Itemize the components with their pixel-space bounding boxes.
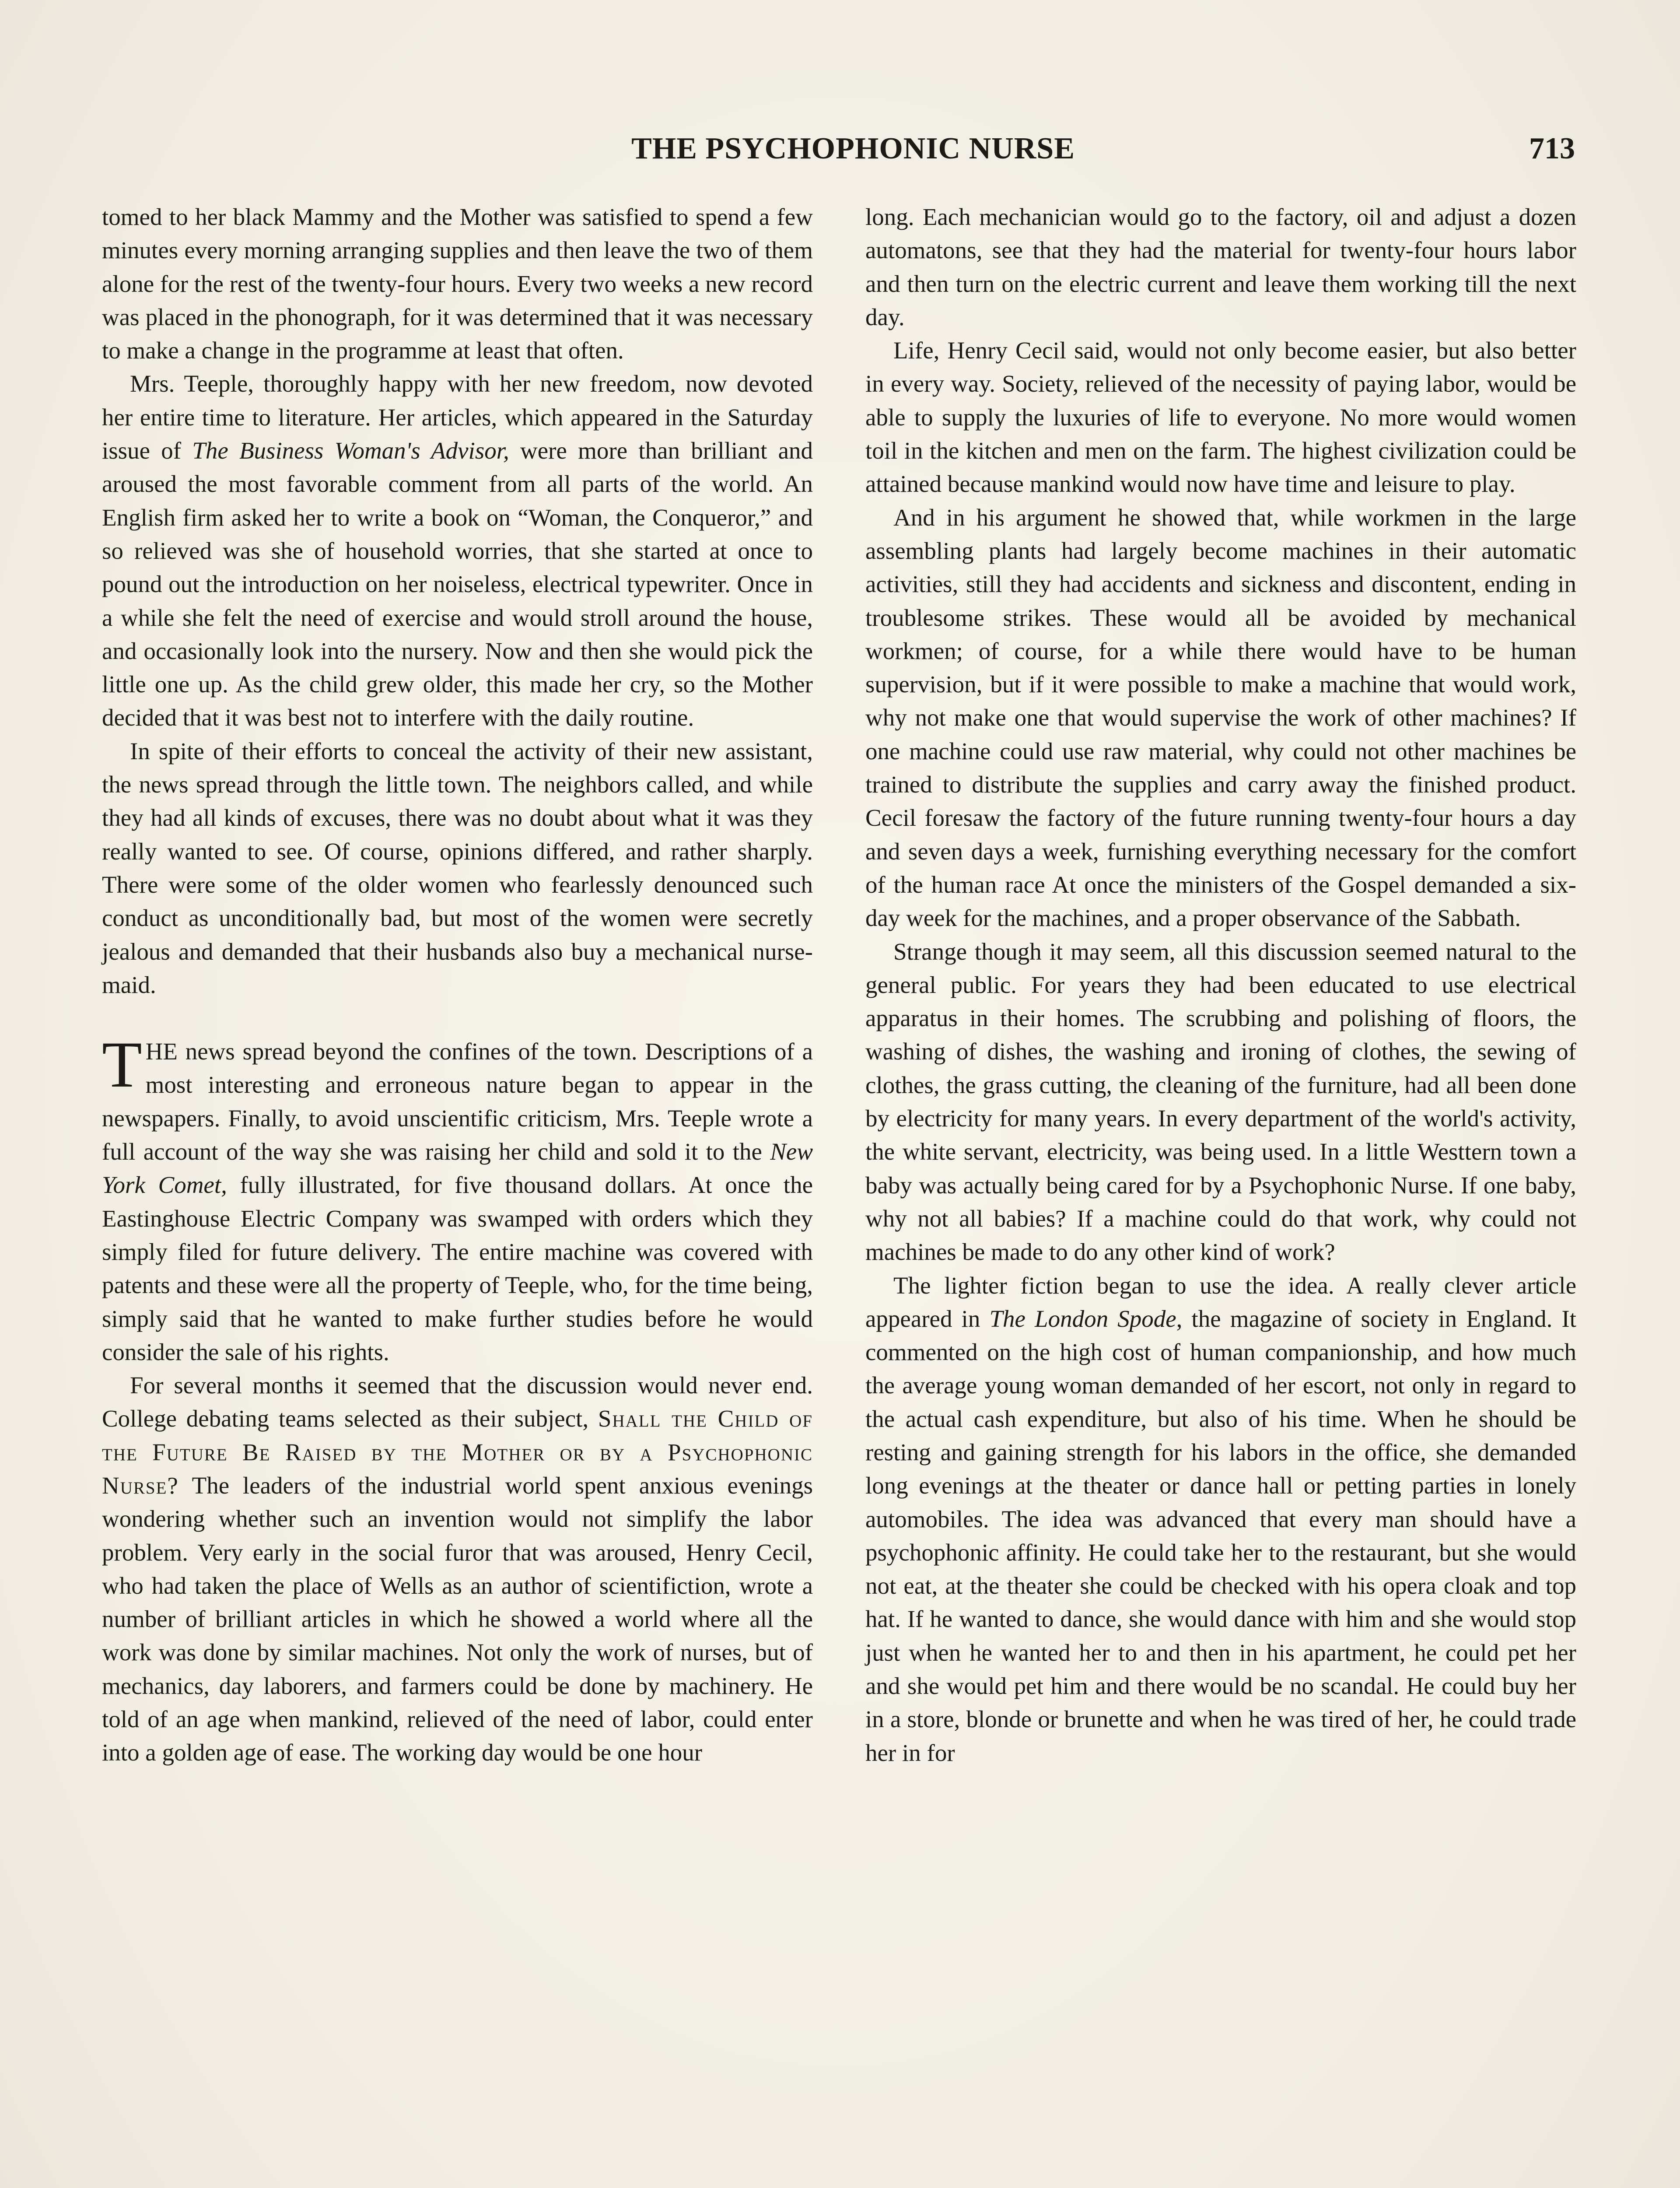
paragraph (102, 735, 813, 1002)
running-title: THE PSYCHOPHONIC NURSE (631, 132, 1075, 165)
publication-title: New York Comet, (102, 1138, 813, 1199)
paragraph-text: In spite of their efforts to conceal the activity of their new assistant, the news spread through the little town. The neighbors called, and while they had all kinds of excuses, there was no doubt about what it was they really wanted to see. Of course, opinions differed, and rather sharply. There were some of the older women who fearlessly denounced such conduct as unconditionally bad, but most of the women were secretly jealous and demanded that their husbands also buy a mechanical nurse-maid. (102, 737, 813, 998)
paragraph-text: Mrs. Teeple, thoroughly happy with her new freedom, now devoted her entire time to literature. Her articles, which appeared in the Saturday issue of (102, 370, 813, 464)
paragraph (865, 501, 1576, 935)
publication-title: The Business Woman's Advisor, (192, 437, 509, 464)
paragraph (102, 1369, 813, 1770)
debate-subject: Shall the Child of the Future Be Raised by the Mother or by a Psychophonic Nurse? (102, 1405, 813, 1499)
paragraph (865, 935, 1576, 1269)
paragraph-text: HE news spread beyond the confines of the town. Descriptions of a most interesting and erroneous nature began to appear in the newspapers. Finally, to avoid unscientific criticism, Mrs. Teeple wrote a full account of the way she was raising her child and sold it to the (102, 1038, 813, 1165)
left-column (102, 200, 813, 1770)
paragraph (865, 1269, 1576, 1770)
paragraph-text: The leaders of the industrial world spent anxious evenings wondering whether such an invention would not simplify the labor problem. Very early in the social furor that was aroused, Henry Cecil, who had taken the place of Wells as an author of scientifiction, wrote a number of brilliant articles in which he showed a world where all the work was done by similar machines. Not only the work of nurses, but of mechanics, day laborers, and farmers could be done by machinery. He told of an age when mankind, relieved of the need of labor, could enter into a golden age of ease. The working day would be one hour (102, 1472, 813, 1766)
paragraph (865, 334, 1576, 501)
paragraph (102, 367, 813, 734)
page-number: 713 (1529, 132, 1575, 165)
drop-cap: T (102, 1028, 142, 1101)
paragraph-text: tomed to her black Mammy and the Mother was satisfied to spend a few minutes every morning arranging supplies and then leave the two of them alone for the rest of the twenty-four hours. Every two weeks a new record was placed in the phonograph, for it was determined that it was necessary to make a change in the programme at least that often. (102, 203, 813, 364)
paragraph-continued (865, 200, 1576, 334)
paragraph-text: Strange though it may seem, all this discussion seemed natural to the general public. For years they had been educated to use electrical apparatus in their homes. The scrubbing and polishing of floors, the washing of dishes, the washing and ironing of clothes, the sewing of clothes, the grass cutting, the cleaning of the furniture, had all been done by electricity for many years. In every department of the world's activity, the white servant, electricity, was being used. In a little Westtern town a baby was actually being cared for by a Psychophonic Nurse. If one baby, why not all babies? If a machine could do that work, why could not machines be made to do any other kind of work? (865, 938, 1576, 1266)
paragraph-text: long. Each mechanician would go to the factory, oil and adjust a dozen automatons, see that they had the material for twenty-four hours labor and then turn on the electric current and leave them working till the next day. (865, 203, 1576, 330)
paragraph-text: were more than brilliant and aroused the most favorable comment from all parts of the world. An English firm asked her to write a book on “Woman, the Conqueror,” and so relieved was she of household worries, that she started at once to pound out the introduction on her noiseless, electrical typewriter. Once in a while she felt the need of exercise and would stroll around the house, and occasionally look into the nursery. Now and then she would pick the little one up. As the child grew older, this made her cry, so the Mother decided that it was best not to interfere with the daily routine. (102, 437, 813, 731)
right-column (865, 200, 1576, 1770)
publication-title: The London Spode (989, 1305, 1176, 1332)
paragraph-text: The lighter fiction began to use the idea. A really clever article appeared in (865, 1272, 1576, 1332)
paragraph-text: fully illustrated, for five thousand dollars. At once the Eastinghouse Electric Company was swamped with orders which they simply filed for future delivery. The entire machine was covered with patents and these were all the property of Teeple, who, for the time being, simply said that he wanted to make further studies before he would consider the sale of his rights. (102, 1171, 813, 1365)
section-opening-paragraph (102, 1028, 813, 1369)
paragraph-text: , the magazine of society in England. It commented on the high cost of human companionship, and how much the average young woman demanded of her escort, not only in regard to the actual cash expenditure, but also of his time. When he should be resting and gaining strength for his labors in the office, she demanded long evenings at the theater or dance hall or petting parties in lonely automobiles. The idea was advanced that every man should have a psychophonic affinity. He could take her to the restaurant, but she would not eat, at the theater she could be checked with his opera cloak and top hat. If he wanted to dance, she would dance with him and she would stop just when he wanted her to and then in his apartment, he could pet her and she would pet him and there would be no scandal. He could buy her in a store, blonde or brunette and when he was tired of her, he could trade her in for (865, 1305, 1577, 1766)
paragraph-text: Life, Henry Cecil said, would not only become easier, but also better in every way. Society, relieved of the necessity of paying labor, would be able to supply the luxuries of life to everyone. No more would women toil in the kitchen and men on the farm. The highest civilization could be attained because mankind would now have time and leisure to play. (865, 337, 1576, 498)
paragraph-text: And in his argument he showed that, while workmen in the large assembling plants had largely become machines in their automatic activities, still they had accidents and sickness and discontent, ending in troublesome strikes. These would all be avoided by mechanical workmen; of course, for a while there would have to be human supervision, but if it were possible to make a machine that would work, why not make one that would supervise the work of other machines? If one machine could use raw material, why could not other machines be trained to distribute the supplies and carry away the finished product. Cecil foresaw the factory of the future running twenty-four hours a day and seven days a week, furnishing everything necessary for the comfort of the human race At once the ministers of the Gospel demanded a six-day week for the machines, and a proper observance of the Sabbath. (865, 504, 1576, 932)
paragraph-text: For several months it seemed that the discussion would never end. College debating teams selected as their subject, (102, 1372, 813, 1432)
paragraph-continued (102, 200, 813, 367)
